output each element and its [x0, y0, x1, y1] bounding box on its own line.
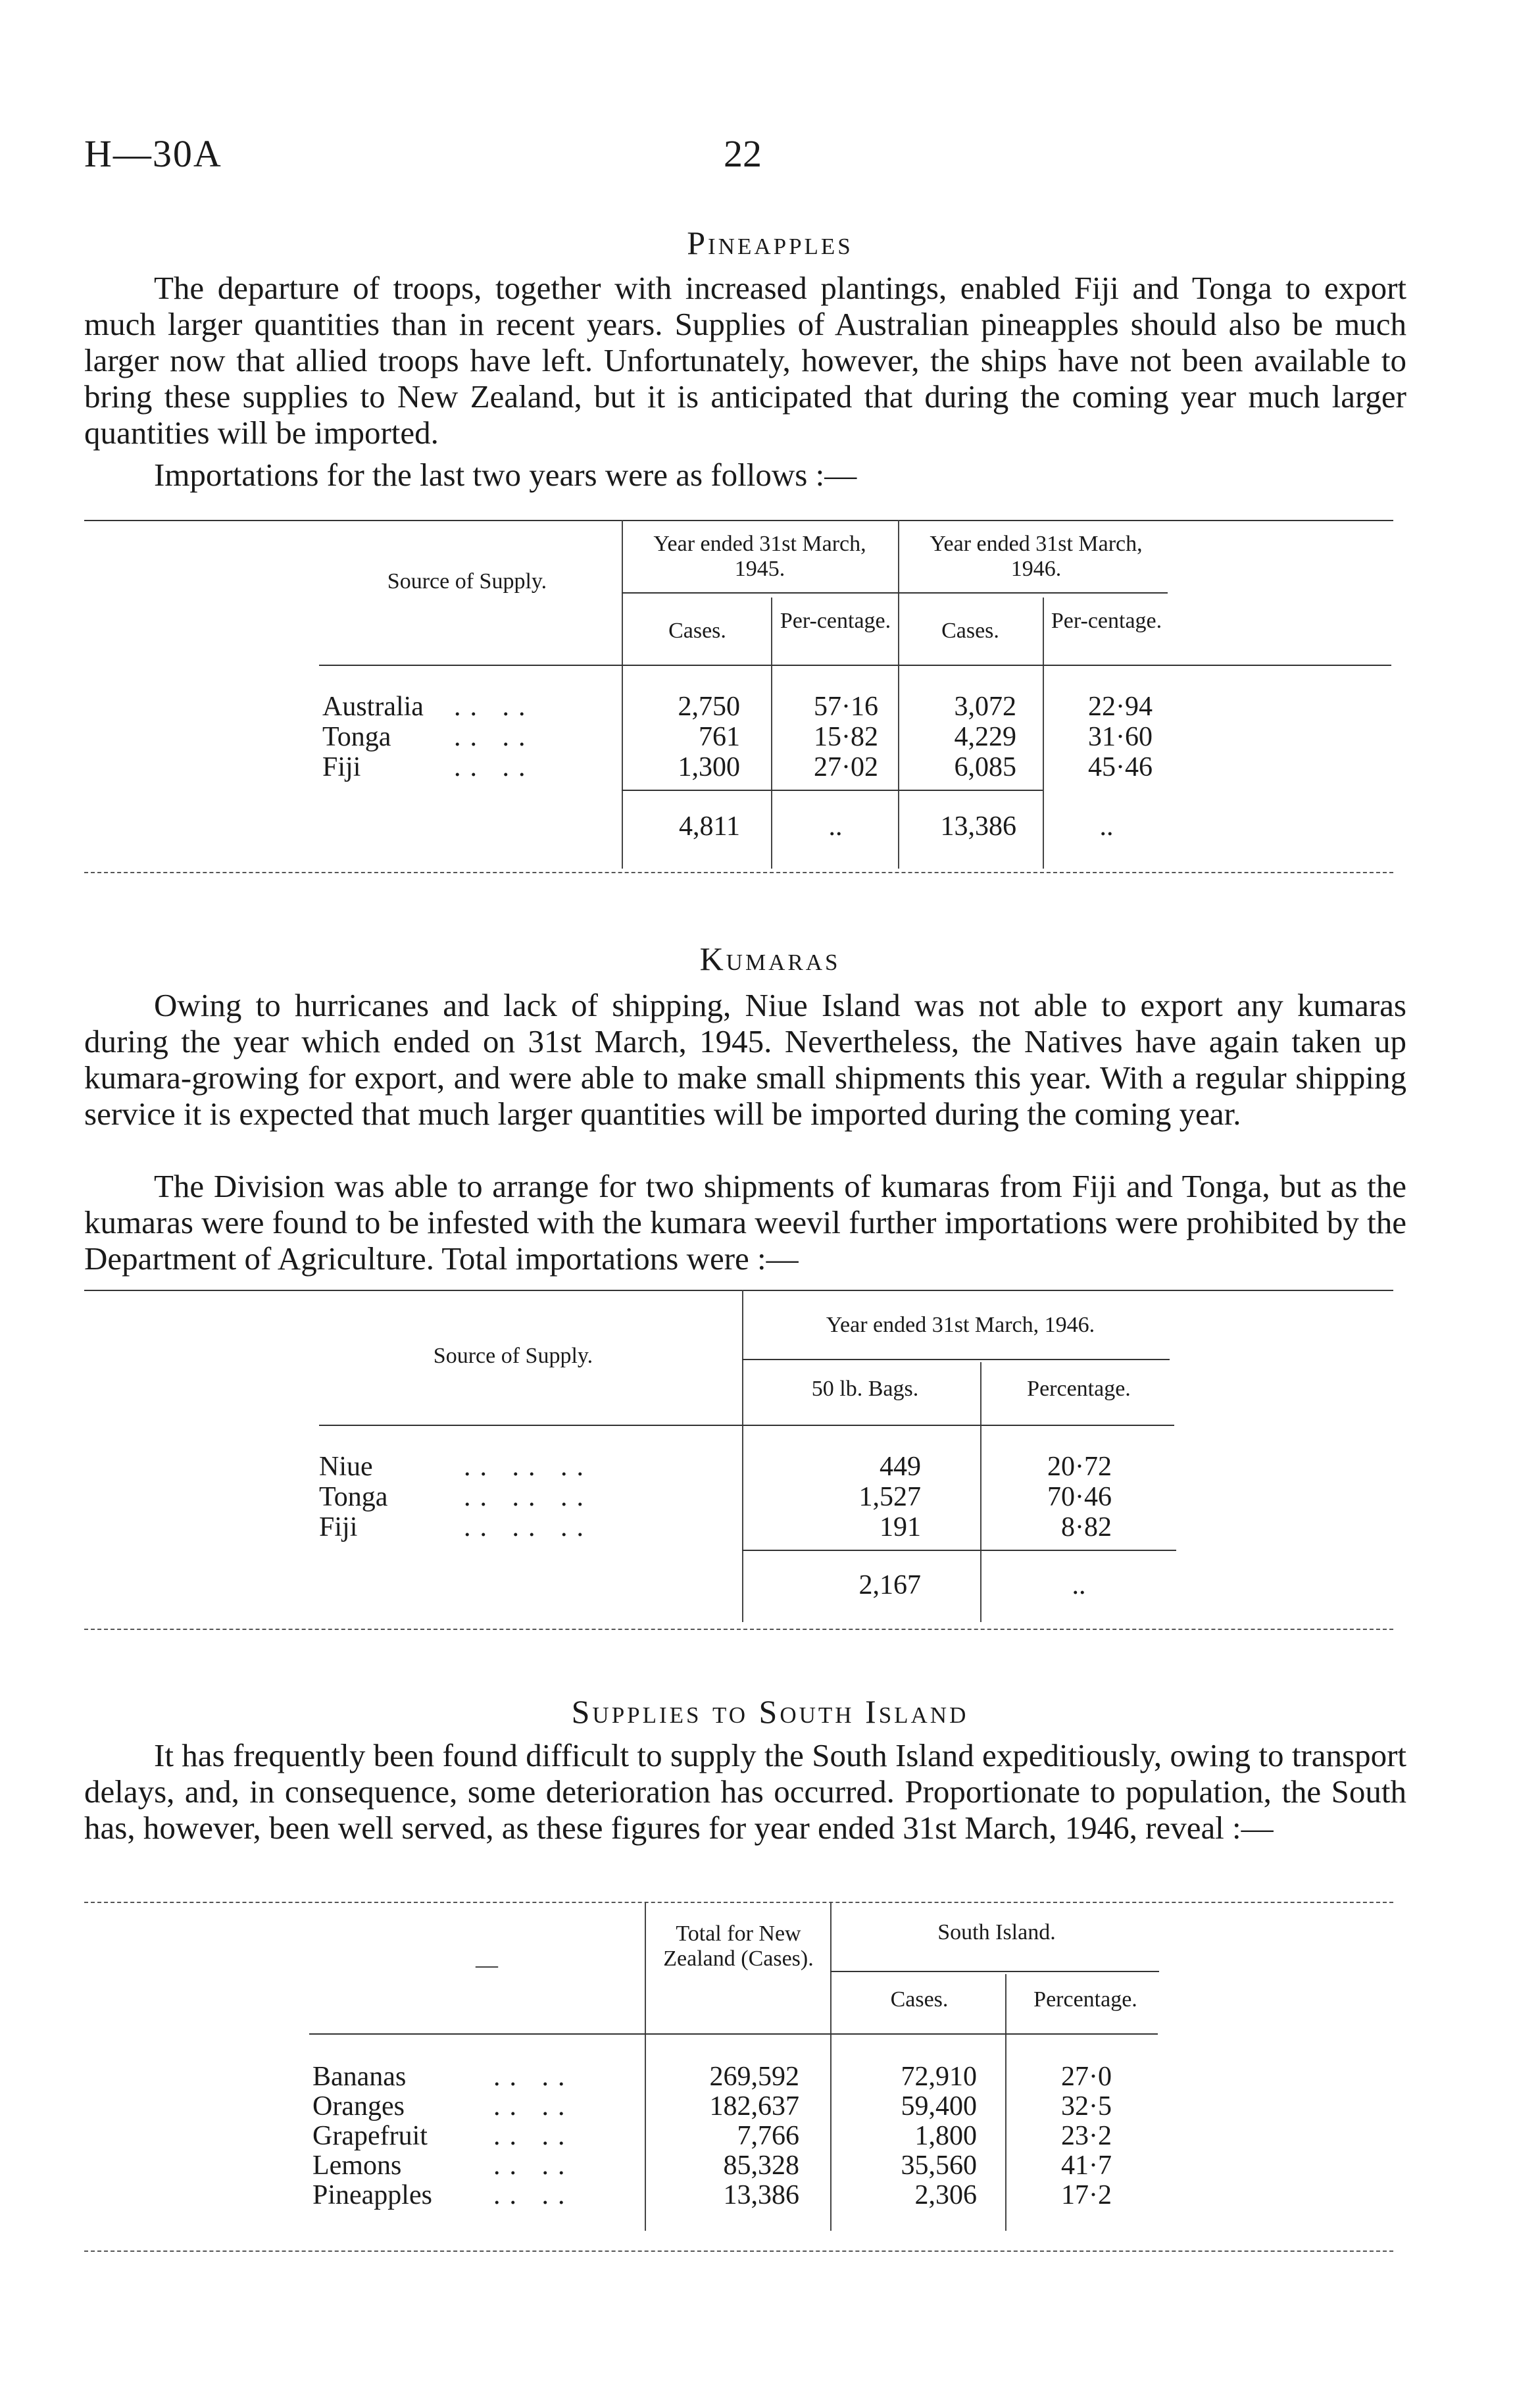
item-name: Oranges: [312, 2091, 405, 2122]
source-name: Australia: [322, 692, 424, 722]
pct-1945: 15·82: [814, 722, 878, 752]
cases-1945-header: Cases.: [668, 619, 726, 643]
pct-value: 41·7: [1061, 2150, 1112, 2181]
pct-1946: 31·60: [1088, 722, 1153, 752]
subheader-rule: [622, 592, 1168, 594]
south-island-title: Supplies to South Island: [571, 1693, 969, 1730]
col-divider: [645, 1902, 646, 2231]
cases-1946: 3,072: [954, 692, 1016, 722]
cases-header: Cases.: [890, 1987, 949, 2012]
leader-dots: .. ..: [493, 2091, 574, 2122]
item-name: Lemons: [312, 2150, 402, 2181]
bags-value: 191: [880, 1512, 921, 1542]
col-divider: [742, 1290, 743, 1622]
pineapples-paragraph-2: Importations for the last two years were as follows :—: [154, 457, 857, 493]
pct-1945: 57·16: [814, 692, 878, 722]
total-pct-1946: ..: [1099, 811, 1114, 842]
total-pct: ..: [1072, 1570, 1086, 1600]
cases-1945: 761: [699, 722, 740, 752]
cases-1946: 4,229: [954, 722, 1016, 752]
sum-rule: [622, 790, 898, 791]
bags-value: 449: [880, 1452, 921, 1482]
source-header: Source of Supply.: [433, 1344, 593, 1368]
col-divider: [980, 1362, 981, 1622]
pct-header: Percentage.: [1033, 1987, 1137, 2012]
cases-value: 35,560: [901, 2150, 977, 2181]
leader-dots: .. ..: [454, 692, 535, 722]
cases-value: 1,800: [914, 2121, 977, 2151]
subheader-rule: [742, 1359, 1170, 1360]
table-top-rule: [84, 1290, 1393, 1291]
header-bottom-rule: [319, 1425, 1174, 1426]
cases-1946: 6,085: [954, 752, 1016, 782]
table-top-rule: [84, 520, 1393, 521]
table-bottom-rule: [84, 2250, 1393, 2252]
total-cases-1946: 13,386: [940, 811, 1016, 842]
pineapples-paragraph-1: The departure of troops, together with increased plantings, enabled Fiji and Tonga to export much larger quantities than in recent years. Supplies of Australian pineapples should also be much larger now that allied troops have left. Unfortunately, however, the ships have not been available to bring these supplies to New Zealand, but it is anticipated that during the coming year much larger quantities will be imported.: [84, 270, 1406, 451]
col-divider: [622, 520, 623, 869]
cases-1945: 2,750: [678, 692, 740, 722]
sum-rule: [742, 1550, 1176, 1551]
total-nz-value: 85,328: [723, 2150, 799, 2181]
pct-value: 27·0: [1061, 2062, 1112, 2092]
kumaras-paragraph-2: The Division was able to arrange for two shipments of kumaras from Fiji and Tonga, but as the kumaras were found to be infested with the kumara weevil further importations were prohibited by the Department of Agriculture. Total importations were :—: [84, 1168, 1406, 1277]
pct-value: 23·2: [1061, 2121, 1112, 2151]
subheader-rule: [830, 1971, 1159, 1972]
col-divider: [1043, 598, 1044, 869]
pct-1946: 22·94: [1088, 692, 1153, 722]
leader-dots: .. .. ..: [464, 1482, 593, 1512]
header-bottom-rule: [319, 665, 1391, 666]
col-divider: [771, 598, 772, 869]
sum-rule: [898, 790, 1043, 791]
pct-1945-header: Per-centage.: [780, 609, 891, 633]
total-nz-value: 13,386: [723, 2180, 799, 2210]
cases-value: 59,400: [901, 2091, 977, 2122]
total-bags: 2,167: [858, 1570, 921, 1600]
cases-value: 72,910: [901, 2062, 977, 2092]
pct-value: 20·72: [1047, 1452, 1112, 1482]
pct-value: 8·82: [1061, 1512, 1112, 1542]
total-nz-value: 182,637: [709, 2091, 799, 2122]
source-name: Tonga: [319, 1482, 388, 1512]
page-number: 22: [724, 132, 762, 175]
south-island-header: South Island.: [937, 1920, 1056, 1945]
cases-1946-header: Cases.: [941, 619, 999, 643]
table-bottom-rule: [84, 872, 1393, 873]
total-nz-value: 269,592: [709, 2062, 799, 2092]
col-divider: [830, 1902, 832, 2231]
header-bottom-rule: [309, 2033, 1158, 2035]
cases-1945: 1,300: [678, 752, 740, 782]
item-name: Pineapples: [312, 2180, 432, 2210]
leader-dots: .. ..: [493, 2180, 574, 2210]
source-name: Fiji: [319, 1512, 358, 1542]
col-divider: [898, 520, 899, 869]
source-name: Fiji: [322, 752, 361, 782]
pct-header: Percentage.: [1027, 1377, 1131, 1401]
pct-1945: 27·02: [814, 752, 878, 782]
leader-dots: .. ..: [493, 2121, 574, 2151]
pct-1946-header: Per-centage.: [1051, 609, 1162, 633]
year-1946-header: Year ended 31st March, 1946.: [826, 1313, 1095, 1337]
total-pct-1945: ..: [828, 811, 843, 842]
table-bottom-rule: [84, 1629, 1393, 1630]
bags-header: 50 lb. Bags.: [811, 1377, 919, 1401]
leader-dots: .. ..: [454, 722, 535, 752]
pct-value: 17·2: [1061, 2180, 1112, 2210]
source-name: Tonga: [322, 722, 391, 752]
year-1946-header: Year ended 31st March, 1946.: [930, 532, 1143, 581]
blank-header-dash: —: [476, 1953, 498, 1977]
pct-value: 32·5: [1061, 2091, 1112, 2122]
item-name: Grapefruit: [312, 2121, 428, 2151]
leader-dots: .. .. ..: [464, 1512, 593, 1542]
item-name: Bananas: [312, 2062, 407, 2092]
cases-value: 2,306: [914, 2180, 977, 2210]
leader-dots: .. ..: [454, 752, 535, 782]
kumaras-paragraph-1: Owing to hurricanes and lack of shipping, Niue Island was not able to export any kumaras during the year which ended on 31st March, 1945. Nevertheless, the Natives have again taken up kumara-growing for export, and were able to make small shipments this year. With a regular shipping service it is expected that much larger quantities will be imported during the coming year.: [84, 987, 1406, 1132]
total-nz-header: Total for New Zealand (Cases).: [663, 1921, 814, 1971]
south-island-paragraph: It has frequently been found difficult to supply the South Island expeditiously, owing to transport delays, and, in consequence, some deterioration has occurred. Proportionate to population, the South has, however, been well served, as these figures for year ended 31st March, 1946, reveal :—: [84, 1737, 1406, 1846]
total-cases-1945: 4,811: [679, 811, 740, 842]
pct-value: 70·46: [1047, 1482, 1112, 1512]
col-divider: [1005, 1974, 1006, 2231]
year-1945-header: Year ended 31st March, 1945.: [653, 532, 866, 581]
table-top-rule: [84, 1902, 1393, 1903]
bags-value: 1,527: [858, 1482, 921, 1512]
leader-dots: .. ..: [493, 2062, 574, 2092]
total-nz-value: 7,766: [737, 2121, 799, 2151]
pineapples-title: Pineapples: [687, 224, 853, 261]
source-name: Niue: [319, 1452, 373, 1482]
source-header: Source of Supply.: [387, 569, 547, 594]
kumaras-title: Kumaras: [699, 940, 841, 977]
leader-dots: .. ..: [493, 2150, 574, 2181]
pct-1946: 45·46: [1088, 752, 1153, 782]
document-code: H—30A: [84, 132, 222, 175]
leader-dots: .. .. ..: [464, 1452, 593, 1482]
